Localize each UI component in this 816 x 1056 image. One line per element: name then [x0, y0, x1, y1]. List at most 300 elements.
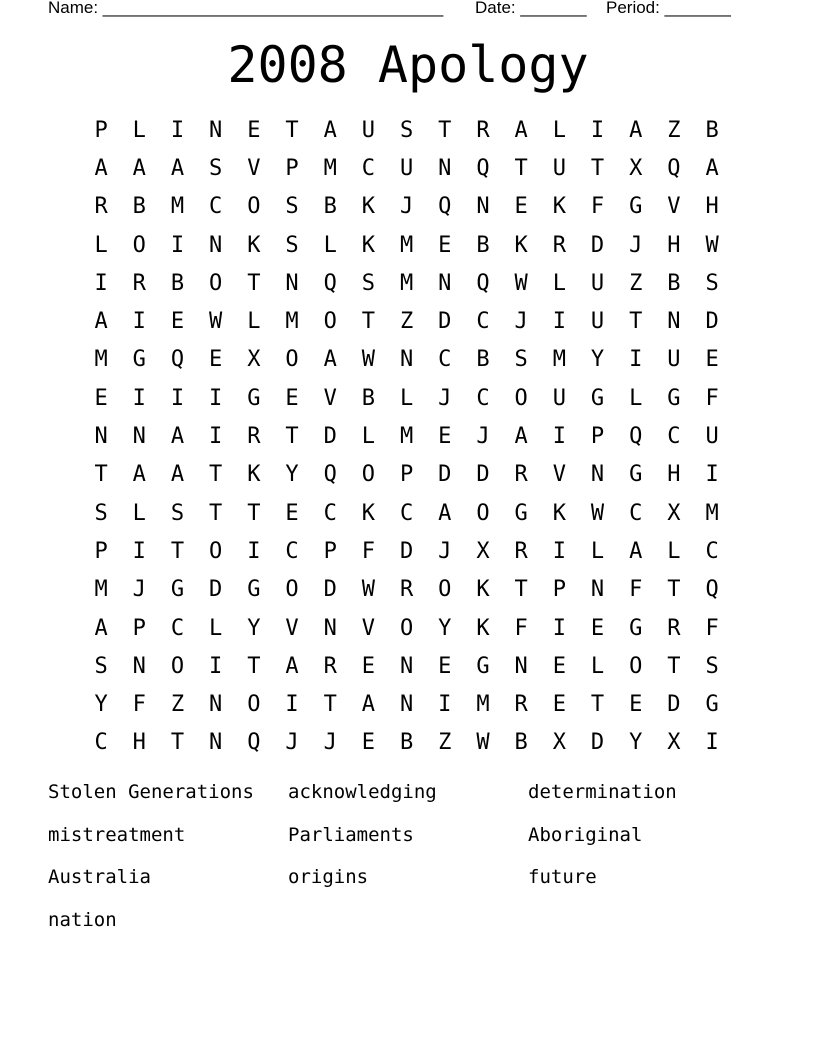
- grid-letter: Z: [629, 270, 643, 296]
- grid-letter: I: [552, 615, 566, 641]
- grid-letter: R: [132, 270, 146, 296]
- grid-letter: I: [209, 653, 223, 679]
- grid-letter: T: [94, 462, 108, 488]
- grid-letter: S: [705, 653, 719, 679]
- grid-letter: Y: [590, 347, 605, 373]
- grid-letter: R: [323, 653, 337, 679]
- grid-letter: T: [361, 309, 376, 335]
- grid-letter: O: [170, 653, 185, 679]
- grid-letter: M: [399, 232, 414, 258]
- grid-letter: B: [514, 730, 528, 756]
- grid-letter: N: [438, 155, 452, 181]
- grid-letter: E: [94, 385, 108, 411]
- grid-letter: U: [590, 309, 605, 335]
- grid-letter: O: [285, 347, 299, 373]
- grid-letter: L: [361, 424, 376, 450]
- grid-letter: R: [399, 577, 414, 603]
- grid-letter: E: [285, 500, 299, 526]
- grid-letter: B: [705, 117, 719, 143]
- grid-letter: B: [323, 194, 337, 220]
- grid-letter: N: [476, 194, 490, 220]
- grid-letter: F: [590, 194, 605, 220]
- grid-letter: I: [552, 538, 566, 564]
- grid-letter: C: [285, 538, 299, 564]
- grid-letter: Q: [476, 155, 490, 181]
- grid-letter: Q: [170, 347, 185, 373]
- grid-letter: V: [667, 194, 681, 220]
- grid-letter: C: [361, 155, 376, 181]
- grid-letter: D: [705, 309, 719, 335]
- grid-letter: L: [667, 538, 681, 564]
- grid-letter: K: [476, 615, 490, 641]
- grid-letter: I: [170, 117, 185, 143]
- grid-letter: A: [170, 424, 185, 450]
- grid-letter: R: [476, 117, 490, 143]
- grid-letter: M: [705, 500, 719, 526]
- grid-letter: O: [247, 692, 261, 718]
- grid-letter: L: [132, 500, 146, 526]
- grid-letter: J: [399, 194, 414, 220]
- grid-letter: N: [438, 270, 452, 296]
- grid-letter: N: [209, 232, 223, 258]
- grid-letter: R: [552, 232, 566, 258]
- grid-letter: I: [285, 692, 299, 718]
- grid-letter: E: [361, 730, 376, 756]
- grid-letter: O: [476, 500, 490, 526]
- grid-letter: Y: [94, 692, 108, 718]
- word-list-item: future: [528, 866, 597, 889]
- grid-letter: B: [399, 730, 414, 756]
- grid-letter: E: [438, 653, 452, 679]
- grid-letter: I: [629, 347, 643, 373]
- grid-letter: E: [361, 653, 376, 679]
- grid-letter: J: [476, 424, 490, 450]
- grid-letter: K: [552, 194, 566, 220]
- grid-letter: H: [705, 194, 719, 220]
- grid-letter: I: [590, 117, 605, 143]
- grid-letter: J: [438, 538, 452, 564]
- grid-letter: S: [361, 270, 376, 296]
- grid-letter: Q: [323, 270, 337, 296]
- grid-letter: S: [514, 347, 528, 373]
- grid-letter: M: [399, 270, 414, 296]
- grid-letter: M: [94, 347, 108, 373]
- grid-letter: N: [94, 424, 108, 450]
- grid-letter: W: [361, 347, 376, 373]
- grid-letter: V: [247, 155, 261, 181]
- grid-letter: A: [285, 653, 299, 679]
- grid-letter: S: [285, 194, 299, 220]
- grid-letter: E: [438, 424, 452, 450]
- grid-letter: C: [705, 538, 719, 564]
- grid-letter: L: [247, 309, 261, 335]
- grid-letter: K: [514, 232, 528, 258]
- grid-letter: W: [476, 730, 490, 756]
- grid-letter: N: [399, 653, 414, 679]
- grid-letter: K: [361, 194, 376, 220]
- grid-letter: X: [667, 500, 681, 526]
- grid-letter: A: [629, 538, 643, 564]
- grid-letter: Q: [667, 155, 681, 181]
- grid-letter: M: [94, 577, 108, 603]
- grid-letter: N: [399, 347, 414, 373]
- grid-letter: O: [361, 462, 376, 488]
- grid-letter: T: [514, 577, 528, 603]
- grid-letter: G: [247, 577, 261, 603]
- grid-letter: G: [514, 500, 528, 526]
- grid-letter: J: [514, 309, 528, 335]
- grid-letter: U: [590, 270, 605, 296]
- grid-letter: K: [476, 577, 490, 603]
- grid-letter: I: [552, 309, 566, 335]
- date-field: Date: _______: [475, 0, 587, 17]
- grid-letter: T: [667, 577, 681, 603]
- grid-letter: M: [170, 194, 185, 220]
- grid-letter: N: [590, 462, 605, 488]
- grid-letter: V: [361, 615, 376, 641]
- grid-letter: D: [323, 424, 337, 450]
- grid-letter: Z: [399, 309, 414, 335]
- grid-letter: K: [247, 462, 261, 488]
- grid-letter: T: [247, 270, 261, 296]
- grid-letter: A: [94, 155, 108, 181]
- grid-letter: X: [552, 730, 566, 756]
- grid-letter: T: [285, 424, 299, 450]
- grid-letter: M: [399, 424, 414, 450]
- grid-letter: D: [399, 538, 414, 564]
- grid-letter: U: [361, 117, 376, 143]
- grid-letter: T: [170, 730, 185, 756]
- grid-letter: I: [132, 538, 146, 564]
- grid-letter: T: [247, 653, 261, 679]
- grid-letter: N: [323, 615, 337, 641]
- grid-letter: G: [629, 462, 643, 488]
- grid-letter: K: [247, 232, 261, 258]
- word-list-item: origins: [288, 866, 369, 889]
- grid-letter: D: [209, 577, 223, 603]
- grid-letter: V: [552, 462, 566, 488]
- grid-letter: T: [209, 462, 223, 488]
- grid-letter: E: [705, 347, 719, 373]
- grid-letter: T: [667, 653, 681, 679]
- grid-letter: J: [629, 232, 643, 258]
- grid-letter: G: [476, 653, 490, 679]
- grid-letter: F: [629, 577, 643, 603]
- word-list-item: nation: [48, 908, 117, 931]
- grid-letter: I: [132, 385, 146, 411]
- word-list-item: acknowledging: [288, 781, 437, 803]
- grid-letter: Q: [629, 424, 643, 450]
- grid-letter: W: [361, 577, 376, 603]
- grid-letter: E: [552, 692, 566, 718]
- grid-letter: A: [323, 117, 337, 143]
- grid-letter: I: [132, 309, 146, 335]
- grid-letter: S: [705, 270, 719, 296]
- grid-letter: I: [209, 424, 223, 450]
- grid-letter: E: [285, 385, 299, 411]
- grid-letter: B: [667, 270, 681, 296]
- grid-letter: J: [285, 730, 299, 756]
- grid-letter: B: [476, 347, 490, 373]
- grid-letter: M: [476, 692, 490, 718]
- grid-letter: I: [705, 730, 719, 756]
- grid-letter: X: [629, 155, 643, 181]
- grid-letter: S: [399, 117, 414, 143]
- word-list-item: Aboriginal: [528, 823, 643, 846]
- grid-letter: C: [209, 194, 223, 220]
- grid-letter: F: [705, 385, 719, 411]
- grid-letter: N: [132, 653, 146, 679]
- grid-letter: A: [323, 347, 337, 373]
- grid-letter: C: [323, 500, 337, 526]
- grid-letter: Z: [170, 692, 185, 718]
- grid-letter: X: [667, 730, 681, 756]
- grid-letter: T: [285, 117, 299, 143]
- grid-letter: P: [132, 615, 146, 641]
- grid-letter: B: [132, 194, 146, 220]
- grid-letter: U: [705, 424, 719, 450]
- name-field: Name: ____________________________________: [48, 0, 444, 17]
- grid-letter: X: [247, 347, 261, 373]
- grid-letter: L: [399, 385, 414, 411]
- grid-letter: O: [209, 270, 223, 296]
- grid-letter: D: [323, 577, 337, 603]
- grid-letter: O: [285, 577, 299, 603]
- grid-letter: Y: [438, 615, 452, 641]
- grid-letter: A: [705, 155, 719, 181]
- grid-letter: H: [667, 232, 681, 258]
- grid-letter: M: [552, 347, 566, 373]
- grid-letter: A: [629, 117, 643, 143]
- grid-letter: W: [590, 500, 605, 526]
- word-list-item: determination: [528, 781, 677, 803]
- grid-letter: O: [629, 653, 643, 679]
- grid-letter: I: [552, 424, 566, 450]
- grid-letter: A: [361, 692, 376, 718]
- grid-letter: R: [514, 692, 528, 718]
- grid-letter: E: [514, 194, 528, 220]
- grid-letter: Q: [323, 462, 337, 488]
- grid-letter: S: [94, 653, 108, 679]
- grid-letter: T: [170, 538, 185, 564]
- grid-letter: N: [209, 730, 223, 756]
- grid-letter: T: [590, 155, 605, 181]
- grid-letter: A: [170, 155, 185, 181]
- grid-letter: T: [438, 117, 452, 143]
- grid-letter: P: [552, 577, 566, 603]
- grid-letter: A: [170, 462, 185, 488]
- grid-letter: D: [438, 462, 452, 488]
- grid-letter: C: [94, 730, 108, 756]
- grid-letter: N: [514, 653, 528, 679]
- grid-letter: F: [132, 692, 146, 718]
- word-list-item: Parliaments: [288, 823, 414, 846]
- grid-letter: U: [667, 347, 681, 373]
- grid-letter: C: [667, 424, 681, 450]
- letter-grid: [82, 111, 731, 762]
- grid-letter: X: [476, 538, 490, 564]
- grid-letter: G: [590, 385, 605, 411]
- grid-letter: A: [132, 462, 146, 488]
- grid-letter: K: [361, 500, 376, 526]
- grid-letter: U: [552, 385, 566, 411]
- grid-letter: G: [667, 385, 681, 411]
- grid-letter: J: [438, 385, 452, 411]
- page-title: 2008 Apology: [227, 36, 589, 94]
- grid-letter: L: [209, 615, 223, 641]
- grid-letter: T: [247, 500, 261, 526]
- grid-letter: A: [94, 615, 108, 641]
- grid-letter: M: [285, 309, 299, 335]
- grid-letter: R: [247, 424, 261, 450]
- grid-letter: D: [438, 309, 452, 335]
- grid-letter: E: [209, 347, 223, 373]
- grid-letter: C: [438, 347, 452, 373]
- grid-letter: U: [552, 155, 566, 181]
- worksheet-header: [48, 0, 748, 20]
- grid-letter: C: [629, 500, 643, 526]
- grid-letter: W: [514, 270, 528, 296]
- grid-letter: Q: [705, 577, 719, 603]
- grid-letter: T: [323, 692, 337, 718]
- grid-letter: Z: [667, 117, 681, 143]
- grid-letter: A: [438, 500, 452, 526]
- grid-letter: N: [209, 692, 223, 718]
- grid-letter: U: [399, 155, 414, 181]
- period-field: Period: _______: [606, 0, 731, 17]
- grid-letter: B: [361, 385, 376, 411]
- grid-letter: Q: [438, 194, 452, 220]
- grid-letter: K: [361, 232, 376, 258]
- grid-letter: V: [323, 385, 337, 411]
- grid-letter: C: [476, 385, 490, 411]
- grid-letter: N: [399, 692, 414, 718]
- grid-letter: H: [667, 462, 681, 488]
- grid-letter: H: [132, 730, 146, 756]
- grid-letter: Q: [247, 730, 261, 756]
- grid-letter: J: [132, 577, 146, 603]
- grid-letter: Y: [285, 462, 299, 488]
- grid-letter: M: [323, 155, 337, 181]
- grid-letter: T: [514, 155, 528, 181]
- grid-letter: P: [94, 538, 108, 564]
- grid-letter: L: [629, 385, 643, 411]
- grid-letter: S: [285, 232, 299, 258]
- grid-letter: R: [514, 538, 528, 564]
- grid-letter: O: [438, 577, 452, 603]
- grid-letter: Z: [438, 730, 452, 756]
- grid-letter: W: [209, 309, 223, 335]
- grid-letter: D: [590, 232, 605, 258]
- grid-letter: L: [590, 653, 605, 679]
- grid-letter: R: [94, 194, 108, 220]
- grid-letter: G: [629, 615, 643, 641]
- grid-letter: N: [667, 309, 681, 335]
- grid-letter: G: [705, 692, 719, 718]
- grid-letter: T: [209, 500, 223, 526]
- grid-letter: A: [514, 117, 528, 143]
- grid-letter: I: [94, 270, 108, 296]
- grid-letter: N: [209, 117, 223, 143]
- grid-letter: I: [170, 385, 185, 411]
- grid-letter: O: [209, 538, 223, 564]
- grid-letter: P: [94, 117, 108, 143]
- grid-letter: L: [590, 538, 605, 564]
- grid-letter: T: [590, 692, 605, 718]
- word-list: [48, 776, 768, 946]
- grid-letter: F: [514, 615, 528, 641]
- grid-letter: R: [514, 462, 528, 488]
- grid-letter: S: [94, 500, 108, 526]
- grid-letter: R: [667, 615, 681, 641]
- grid-letter: O: [247, 194, 261, 220]
- grid-letter: I: [438, 692, 452, 718]
- grid-letter: O: [399, 615, 414, 641]
- grid-letter: P: [399, 462, 414, 488]
- grid-letter: E: [438, 232, 452, 258]
- grid-letter: V: [285, 615, 299, 641]
- grid-letter: D: [667, 692, 681, 718]
- grid-letter: L: [94, 232, 108, 258]
- grid-letter: I: [247, 538, 261, 564]
- grid-letter: I: [209, 385, 223, 411]
- grid-letter: B: [476, 232, 490, 258]
- grid-letter: F: [705, 615, 719, 641]
- grid-letter: S: [170, 500, 185, 526]
- grid-letter: A: [514, 424, 528, 450]
- grid-letter: L: [552, 117, 566, 143]
- grid-letter: C: [399, 500, 414, 526]
- grid-letter: T: [629, 309, 643, 335]
- grid-letter: Y: [629, 730, 643, 756]
- grid-letter: O: [323, 309, 337, 335]
- grid-letter: B: [170, 270, 185, 296]
- grid-letter: J: [323, 730, 337, 756]
- grid-letter: E: [247, 117, 261, 143]
- grid-letter: E: [170, 309, 185, 335]
- grid-letter: L: [323, 232, 337, 258]
- grid-letter: A: [94, 309, 108, 335]
- grid-letter: P: [285, 155, 299, 181]
- grid-letter: O: [514, 385, 528, 411]
- grid-letter: E: [629, 692, 643, 718]
- grid-letter: N: [132, 424, 146, 450]
- grid-letter: L: [552, 270, 566, 296]
- grid-letter: G: [170, 577, 185, 603]
- grid-letter: W: [705, 232, 719, 258]
- word-list-item: Australia: [48, 866, 151, 889]
- grid-letter: P: [590, 424, 605, 450]
- grid-letter: G: [629, 194, 643, 220]
- grid-letter: A: [132, 155, 146, 181]
- grid-letter: O: [132, 232, 146, 258]
- grid-letter: D: [590, 730, 605, 756]
- grid-letter: I: [705, 462, 719, 488]
- grid-letter: L: [132, 117, 146, 143]
- grid-letter: P: [323, 538, 337, 564]
- grid-letter: F: [361, 538, 376, 564]
- grid-letter: C: [170, 615, 185, 641]
- grid-letter: C: [476, 309, 490, 335]
- grid-letter: I: [170, 232, 185, 258]
- grid-letter: G: [247, 385, 261, 411]
- grid-letter: G: [132, 347, 146, 373]
- word-list-item: Stolen Generations: [48, 781, 254, 803]
- grid-letter: Q: [476, 270, 490, 296]
- grid-letter: E: [552, 653, 566, 679]
- word-list-item: mistreatment: [48, 823, 186, 846]
- grid-letter: N: [285, 270, 299, 296]
